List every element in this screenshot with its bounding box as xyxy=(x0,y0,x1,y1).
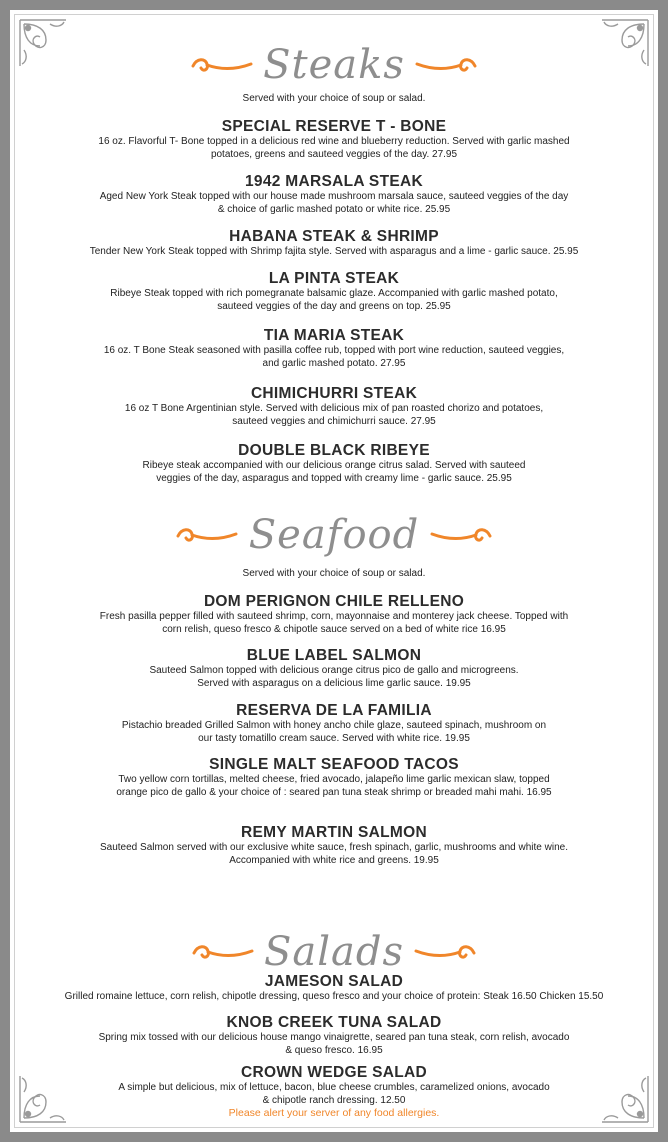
item-desc: Two yellow corn tortillas, melted cheese, fried avocado, jalapeño lime garlic mexican slaw, topped xyxy=(118,774,550,785)
section-subtitle: Served with your choice of soup or salad. xyxy=(242,93,426,104)
item-desc: sauteed veggies of the day and greens on top. 25.95 xyxy=(217,300,451,312)
menu-item xyxy=(30,1013,638,1057)
item-desc: Sauteed Salmon topped with delicious orange citrus pico de gallo and microgreens. xyxy=(149,665,519,676)
item-name: 1942 MARSALA STEAK xyxy=(245,173,423,190)
menu-item xyxy=(30,117,638,161)
menu-item xyxy=(30,326,638,370)
swirl-ornament-icon xyxy=(176,524,238,546)
item-name: HABANA STEAK & SHRIMP xyxy=(229,228,439,245)
menu-item xyxy=(30,646,638,690)
item-name: KNOB CREEK TUNA SALAD xyxy=(226,1014,442,1031)
swirl-ornament-icon xyxy=(430,524,492,546)
item-name: TIA MARIA STEAK xyxy=(263,327,405,344)
item-name: BLUE LABEL SALMON xyxy=(246,647,422,664)
item-desc: Accompanied with white rice and greens. 19.95 xyxy=(229,854,439,866)
seafood-heading xyxy=(10,510,658,560)
item-desc: our tasty tomatillo cream sauce. Served with white rice. 19.95 xyxy=(198,732,470,744)
item-desc: Ribeye steak accompanied with our delicious orange citrus salad. Served with sauteed xyxy=(142,460,526,471)
swirl-ornament-icon xyxy=(192,941,254,963)
item-name: SPECIAL RESERVE T - BONE xyxy=(221,118,447,135)
menu-item xyxy=(30,592,638,636)
item-name: JAMESON SALAD xyxy=(264,973,404,990)
item-desc: Sauteed Salmon served with our exclusive white sauce, fresh spinach, garlic, mushrooms and white wine. xyxy=(99,842,568,853)
item-desc: orange pico de gallo & your choice of : seared pan tuna steak shrimp or breaded mahi mahi. 16.95 xyxy=(116,786,552,798)
item-desc: Served with asparagus on a delicious lime garlic sauce. 19.95 xyxy=(197,677,471,689)
item-name: RESERVA DE LA FAMILIA xyxy=(236,702,432,719)
menu-item xyxy=(30,701,638,745)
item-desc: Ribeye Steak topped with rich pomegranate balsamic glaze. Accompanied with garlic mashed potato, xyxy=(110,288,558,299)
item-desc: Spring mix tossed with our delicious house mango vinaigrette, seared pan tuna steak, corn relish, avocado xyxy=(98,1032,570,1043)
swirl-ornament-icon xyxy=(191,54,253,76)
menu-item xyxy=(12,972,656,1004)
item-desc: and garlic mashed potato. 27.95 xyxy=(262,357,406,369)
item-desc: Pistachio breaded Grilled Salmon with honey ancho chile glaze, sauteed spinach, mushroom on xyxy=(121,720,547,731)
menu-item xyxy=(30,227,638,259)
item-name: CHIMICHURRI STEAK xyxy=(250,385,418,402)
menu-item xyxy=(30,269,638,313)
allergy-note: Please alert your server of any food allergies. xyxy=(228,1107,440,1119)
menu-item xyxy=(30,823,638,867)
item-desc: sauteed veggies and chimichurri sauce. 27.95 xyxy=(232,415,436,427)
item-desc: 16 oz. Flavorful T- Bone topped in a delicious red wine and blueberry reduction. Served with garlic mashed xyxy=(98,136,570,147)
menu-item xyxy=(30,1063,638,1107)
item-desc: veggies of the day, asparagus and topped with creamy lime - garlic sauce. 25.95 xyxy=(156,472,512,484)
salads-heading xyxy=(10,927,658,977)
item-desc: 16 oz T Bone Argentinian style. Served with delicious mix of pan roasted chorizo and potatoes, xyxy=(124,403,544,414)
section-subtitle: Served with your choice of soup or salad. xyxy=(242,568,426,579)
item-desc: & queso fresco. 16.95 xyxy=(285,1044,383,1056)
item-name: REMY MARTIN SALMON xyxy=(241,824,427,841)
item-desc: potatoes, greens and sauteed veggies of the day. 27.95 xyxy=(210,148,458,160)
item-name: DOUBLE BLACK RIBEYE xyxy=(238,442,430,459)
item-name: CROWN WEDGE SALAD xyxy=(241,1064,427,1081)
menu-item xyxy=(30,755,638,799)
item-desc: Tender New York Steak topped with Shrimp fajita style. Served with asparagus and a lime - garlic sauce. 25.95 xyxy=(89,246,579,257)
item-desc: Grilled romaine lettuce, corn relish, chipotle dressing, queso fresco and your choice of protein: Steak 16.50 Chicken 15.50 xyxy=(64,991,604,1002)
item-desc: Fresh pasilla pepper filled with sauteed shrimp, corn, mayonnaise and monterey jack cheese. Topped with xyxy=(99,611,569,622)
item-name: DOM PERIGNON CHILE RELLENO xyxy=(203,593,465,610)
item-name: LA PINTA STEAK xyxy=(268,270,400,287)
section-title: Seafood xyxy=(248,512,420,558)
item-desc: Aged New York Steak topped with our house made mushroom marsala sauce, sauteed veggies of the day xyxy=(99,191,569,202)
menu-item xyxy=(30,384,638,428)
swirl-ornament-icon xyxy=(414,941,476,963)
item-desc: 16 oz. T Bone Steak seasoned with pasilla coffee rub, topped with port wine reduction, sauteed veggies, xyxy=(103,345,565,356)
item-desc: & chipotle ranch dressing. 12.50 xyxy=(262,1094,406,1106)
section-title: Steaks xyxy=(263,42,405,88)
item-name: SINGLE MALT SEAFOOD TACOS xyxy=(209,756,459,773)
menu-item xyxy=(30,441,638,485)
menu-item xyxy=(30,172,638,216)
swirl-ornament-icon xyxy=(415,54,477,76)
section-title: Salads xyxy=(263,929,405,975)
item-desc: corn relish, queso fresco & chipotle sauce served on a bed of white rice 16.95 xyxy=(162,623,506,635)
steaks-heading xyxy=(10,40,658,90)
item-desc: A simple but delicious, mix of lettuce, bacon, blue cheese crumbles, caramelized onions, avocado xyxy=(118,1082,550,1093)
item-desc: & choice of garlic mashed potato or white rice. 25.95 xyxy=(217,203,451,215)
